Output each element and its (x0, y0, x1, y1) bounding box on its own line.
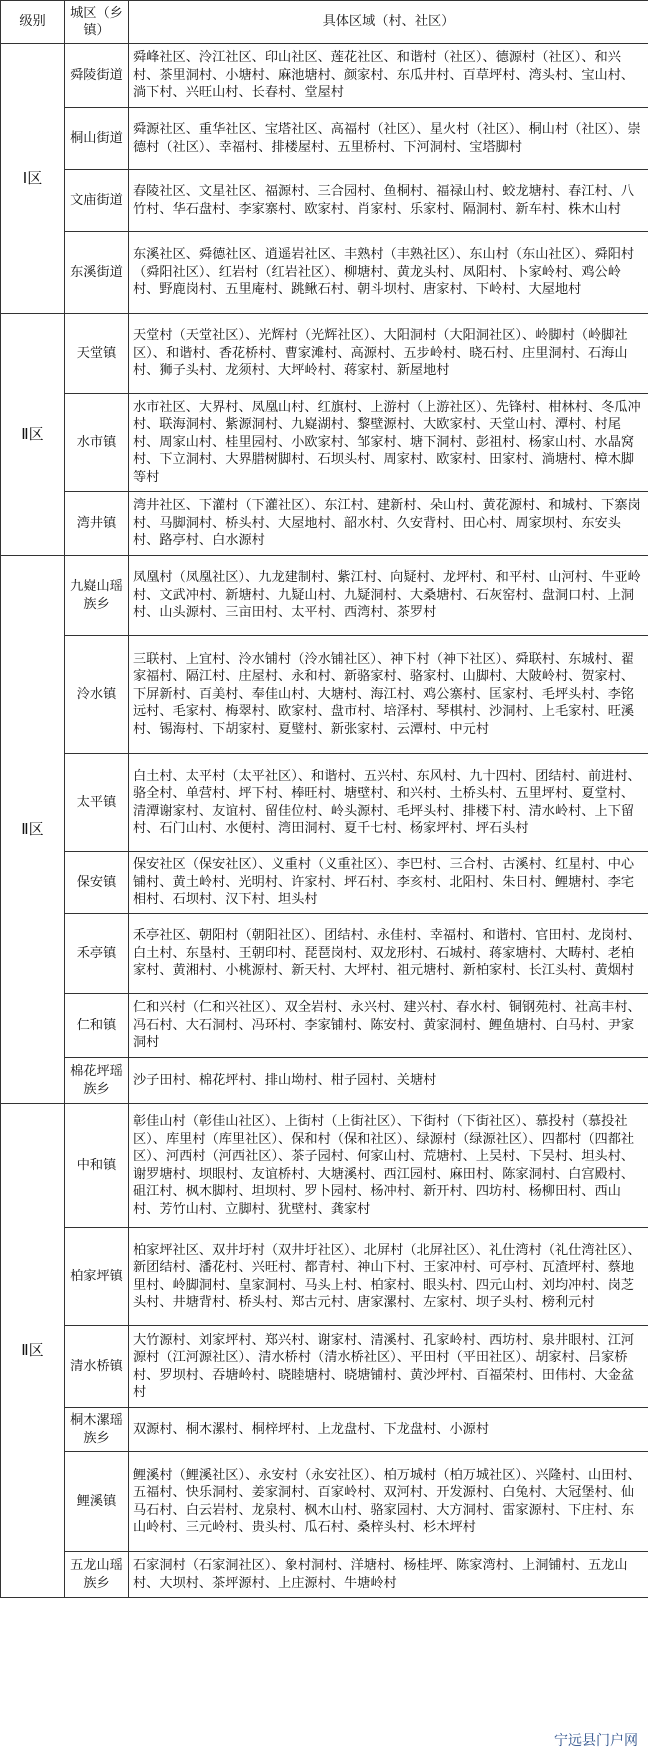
table-row (1, 636, 648, 754)
areas-cell: 保安社区（保安社区）、义重村（义重社区）、李巴村、三合村、古溪村、红星村、中心铺村、黄土岭村、光明村、许家村、坪石村、李亥村、北阳村、朱日村、鲤塘村、李宅相村、石坝村、汉下村、坦头村 (129, 852, 648, 914)
table-row (1, 1104, 648, 1228)
town-cell: 棉花坪瑶族乡 (65, 1058, 129, 1104)
areas-cell: 舜源社区、重华社区、宝塔社区、高福村（社区）、星火村（社区）、桐山村（社区）、崇德村（社区）、幸福村、排楼屋村、五里桥村、下河洞村、宝塔脚村 (129, 108, 648, 170)
table-row (1, 44, 648, 108)
level-cell: Ⅱ区 (1, 314, 65, 556)
town-cell: 桐木漯瑶族乡 (65, 1408, 129, 1452)
areas-cell: 湾井社区、下灌村（下灌社区）、东江村、建新村、朵山村、黄花源村、和城村、下寨岗村、马脚洞村、桥头村、大屋地村、韶水村、久安背村、田心村、周家坝村、东安头村、路亭村、白水源村 (129, 492, 648, 556)
town-cell: 桐山街道 (65, 108, 129, 170)
town-cell: 中和镇 (65, 1104, 129, 1228)
areas-cell: 鲤溪村（鲤溪社区）、永安村（永安社区）、柏万城村（柏万城社区）、兴隆村、山田村、五福村、快乐洞村、姜家洞村、百家岭村、双河村、开发源村、白兔村、大冠堡村、仙马石村、白云岩村、龙泉村、枫木山村、骆家园村、大方洞村、雷家源村、下庄村、东山岭村、三元岭村、贵头村、瓜石村、桑梓头村、杉木坪村 (129, 1452, 648, 1552)
town-cell: 禾亭镇 (65, 914, 129, 994)
town-cell: 鲤溪镇 (65, 1452, 129, 1552)
town-cell: 柏家坪镇 (65, 1228, 129, 1326)
table-row (1, 1408, 648, 1452)
town-cell: 湾井镇 (65, 492, 129, 556)
table-row (1, 492, 648, 556)
areas-cell: 沙子田村、棉花坪村、排山坳村、柑子园村、关塘村 (129, 1058, 648, 1104)
level-cell: Ⅰ区 (1, 44, 65, 314)
table-row (1, 1058, 648, 1104)
areas-cell: 白土村、太平村（太平社区）、和谐村、五兴村、东风村、九十四村、团结村、前进村、骆全村、单营村、坪下村、棒旺村、塘壁村、和兴村、土桥头村、五里坪村、夏堂村、清潭谢家村、友谊村、留佳位村、岭头源村、毛坪头村、排楼下村、清水岭村、上下留村、石门山村、水便村、湾田洞村、夏千七村、杨家坪村、坪石头村 (129, 754, 648, 852)
town-cell: 太平镇 (65, 754, 129, 852)
table-row (1, 1552, 648, 1598)
areas-cell: 仁和兴村（仁和兴社区）、双全岩村、永兴村、建兴村、春水村、铜钢苑村、社高丰村、冯石村、大石洞村、冯环村、李家铺村、陈安村、黄家洞村、鲤鱼塘村、白马村、尹家洞村 (129, 994, 648, 1058)
table-row (1, 1452, 648, 1552)
table-row (1, 754, 648, 852)
areas-cell: 东溪社区、舜德社区、逍遥岩社区、丰熟村（丰熟社区）、东山村（东山社区）、舜阳村（舜阳社区）、红岩村（红岩社区）、柳塘村、黄龙头村、凤阳村、卜家岭村、鸡公岭村、野鹿岗村、五里庵村、跳鳅石村、朝斗坝村、唐家村、下岭村、大屋地村 (129, 232, 648, 314)
areas-cell: 天堂村（天堂社区）、光辉村（光辉社区）、大阳洞村（大阳洞社区）、岭脚村（岭脚社区）、和谐村、香花桥村、曹家滩村、高源村、五步岭村、晓石村、庄里洞村、石海山村、狮子头村、龙须村、大坪岭村、蒋家村、新屋地村 (129, 314, 648, 394)
level-cell: Ⅱ区 (1, 556, 65, 1104)
areas-cell: 三联村、上宜村、泠水铺村（泠水铺社区）、神下村（神下社区）、舜联村、东城村、翟家福村、隔江村、庄屋村、永和村、新骆家村、骆家村、山脚村、大陂岭村、贺家村、下屏新村、百美村、奉佳山村、大塘村、海江村、鸡公寨村、匡家村、毛坪头村、李铭远村、毛家村、梅翠村、欧家村、盘市村、培泽村、琴棋村、沙洞村、上毛家村、旺溪村、锡海村、下胡家村、夏璧村、新张家村、云潭村、中元村 (129, 636, 648, 754)
areas-cell: 石家洞村（石家洞社区）、象村洞村、洋塘村、杨桂坪、陈家湾村、上洞铺村、五龙山村、大坝村、茶坪源村、上庄源村、牛塘岭村 (129, 1552, 648, 1598)
table-row (1, 1326, 648, 1408)
town-cell: 保安镇 (65, 852, 129, 914)
table-row (1, 108, 648, 170)
table-row (1, 170, 648, 232)
areas-cell: 彰佳山村（彰佳山社区）、上街村（上街社区）、下街村（下街社区）、慕投村（慕投社区）、库里村（库里社区）、保和村（保和社区）、绿源村（绿源社区）、四都村（四都社区）、河西村（河西社区）、茶子园村、何家山村、荒塘村、上吴村、下吴村、坦头村、谢罗塘村、坝眼村、友谊桥村、大塘溪村、西江园村、麻田村、陈家洞村、白宫殿村、砠江村、枫木脚村、坦坝村、罗卜园村、杨冲村、新开村、四坊村、杨柳田村、西山村、芳竹山村、立脚村、犹壁村、龚家村 (129, 1104, 648, 1228)
areas-cell: 水市社区、大界村、凤凰山村、红旗村、上游村（上游社区）、先锋村、柑林村、冬瓜冲村、联海洞村、紫源洞村、九嶷湖村、黎壁源村、大欧家村、天堂山村、潭村、村尾村、周家山村、桂里园村、小欧家村、邹家村、塘下洞村、彭祖村、杨家山村、水晶窝村、下立洞村、大界腊树脚村、石坝头村、周家村、欧家村、田家村、淌塘村、樟木脚等村 (129, 394, 648, 492)
areas-cell: 春陵社区、文星社区、福源村、三合园村、鱼桐村、福禄山村、蛟龙塘村、春江村、八竹村、华石盘村、李家寨村、欧家村、肖家村、乐家村、隔洞村、新车村、株木山村 (129, 170, 648, 232)
areas-cell: 凤凰村（凤凰社区）、九龙建制村、紫江村、向疑村、龙坪村、和平村、山河村、牛亚岭村、文武冲村、新塘村、九疑山村、九疑洞村、大桑塘村、石灰窑村、盘洞口村、上洞村、山头源村、三亩田村、太平村、西湾村、茶罗村 (129, 556, 648, 636)
table-row (1, 314, 648, 394)
header-areas: 具体区域（村、社区） (129, 1, 648, 44)
table-row (1, 556, 648, 636)
table-header-row (1, 1, 648, 44)
town-cell: 泠水镇 (65, 636, 129, 754)
header-level: 级别 (1, 1, 65, 44)
table-row (1, 232, 648, 314)
areas-cell: 柏家坪社区、双井圩村（双井圩社区）、北屏村（北屏社区）、礼仕湾村（礼仕湾社区）、新团结村、潘花村、兴旺村、都青村、神山下村、王家冲村、可亭村、瓦渣坪村、蔡地里村、岭脚洞村、皇家洞村、马头上村、柏家村、眼头村、四元山村、刘均冲村、岗芝头村、井塘背村、桥头村、郑古元村、唐家漯村、左家村、坝子头村、榜利元村 (129, 1228, 648, 1326)
areas-cell: 双源村、桐木漯村、桐梓坪村、上龙盘村、下龙盘村、小源村 (129, 1408, 648, 1452)
areas-cell: 大竹源村、刘家坪村、郑兴村、谢家村、清溪村、孔家岭村、西坊村、泉井眼村、江河源村（江河源社区）、清水桥村（清水桥社区）、平田村（平田社区）、胡家村、吕家桥村、罗坝村、吞塘岭村、晓睦塘村、晓塘铺村、黄沙坪村、百福荣村、田伟村、大金盆村 (129, 1326, 648, 1408)
header-town: 城区（乡镇） (65, 1, 129, 44)
town-cell: 舜陵街道 (65, 44, 129, 108)
table-row (1, 994, 648, 1058)
town-cell: 五龙山瑶族乡 (65, 1552, 129, 1598)
table-row (1, 1228, 648, 1326)
table-row (1, 852, 648, 914)
town-cell: 仁和镇 (65, 994, 129, 1058)
town-cell: 文庙街道 (65, 170, 129, 232)
town-cell: 东溪街道 (65, 232, 129, 314)
town-cell: 天堂镇 (65, 314, 129, 394)
table-row (1, 394, 648, 492)
level-cell: Ⅱ区 (1, 1104, 65, 1598)
town-cell: 清水桥镇 (65, 1326, 129, 1408)
areas-cell: 舜峰社区、泠江社区、印山社区、莲花社区、和谐村（社区）、德源村（社区）、和兴村、茶里洞村、小塘村、麻池塘村、颜家村、东瓜井村、百草坪村、湾头村、宝山村、淌下村、兴旺山村、长春村、堂屋村 (129, 44, 648, 108)
town-cell: 水市镇 (65, 394, 129, 492)
areas-cell: 禾亭社区、朝阳村（朝阳社区）、团结村、永佳村、幸福村、和谐村、官田村、龙岗村、白土村、东垦村、王朝印村、琵琶岗村、双龙形村、石城村、蒋家塘村、大畴村、老柏家村、黄湘村、小桃源村、新天村、大坪村、祖元塘村、新柏家村、长江头村、黄烟村 (129, 914, 648, 994)
site-watermark: 宁远县门户网 (554, 1733, 638, 1749)
town-cell: 九嶷山瑶族乡 (65, 556, 129, 636)
table-row (1, 914, 648, 994)
